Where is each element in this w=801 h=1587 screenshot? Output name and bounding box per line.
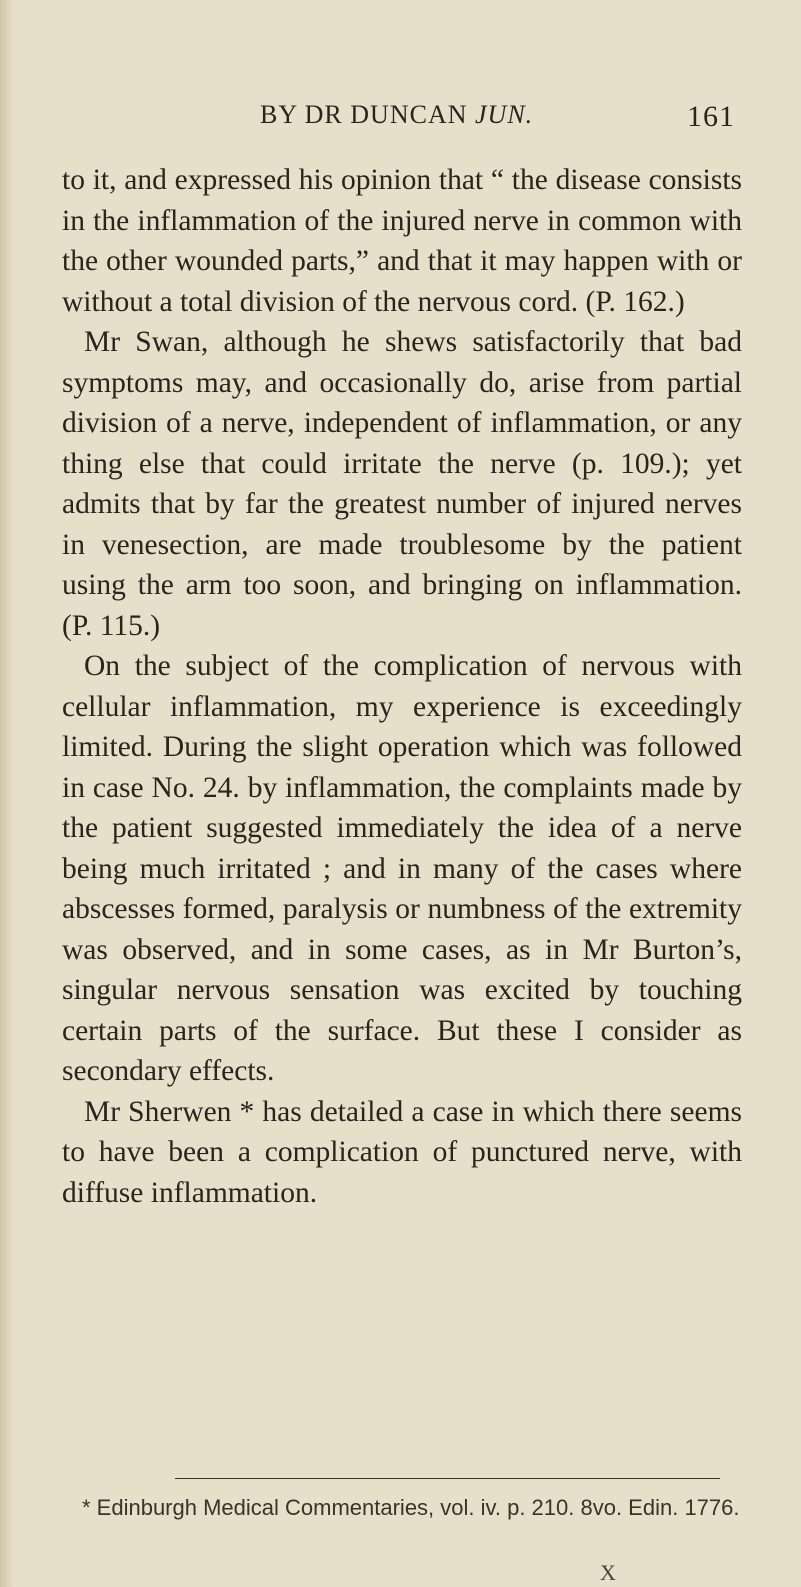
- signature-mark: X: [600, 1560, 616, 1585]
- paragraph: Mr Sherwen * has detailed a case in which there seems to have been a complication of punctured nerve, with diffuse inflammation.: [62, 1095, 742, 1209]
- body-text: [62, 160, 742, 1213]
- footnote: [62, 1492, 742, 1524]
- footnote-text: * Edinburgh Medical Commentaries, vol. iv. p. 210. 8vo. Edin. 1776.: [82, 1495, 740, 1520]
- page-edge: [0, 0, 14, 1587]
- footnote-rule: [175, 1478, 720, 1479]
- paragraph: Mr Swan, although he shews satisfactorily that bad symptoms may, and occasionally do, arise from partial division of a nerve, independent of inflammation, or any thing else that could irritate the nerve (p. 109.); yet admits that by far the greatest number of injured nerves in venesection, are made troublesome by the patient using the arm too soon, and bringing on inflammation. (P. 115.): [62, 326, 742, 642]
- paragraph: to it, and expressed his opinion that “ the disease consists in the inflammation of the injured nerve in common with the other wounded parts,” and that it may happen with or without a total division of the nervous cord. (P. 162.): [62, 164, 742, 318]
- paragraph: On the subject of the complication of nervous with cellular inflammation, my experience is exceedingly limited. During the slight operation which was followed in case No. 24. by inflammation, the complaints made by the patient suggested immediately the idea of a nerve being much irritated ; and in many of the cases where abscesses formed, paralysis or numbness of the extremity was observed, and in some cases, as in Mr Burton’s, singular nervous sensation was excited by touching certain parts of the surface. But these I consider as secondary effects.: [62, 650, 742, 1087]
- running-title: BY DR DUNCAN JUN.: [260, 100, 534, 129]
- page-number: 161: [687, 100, 735, 133]
